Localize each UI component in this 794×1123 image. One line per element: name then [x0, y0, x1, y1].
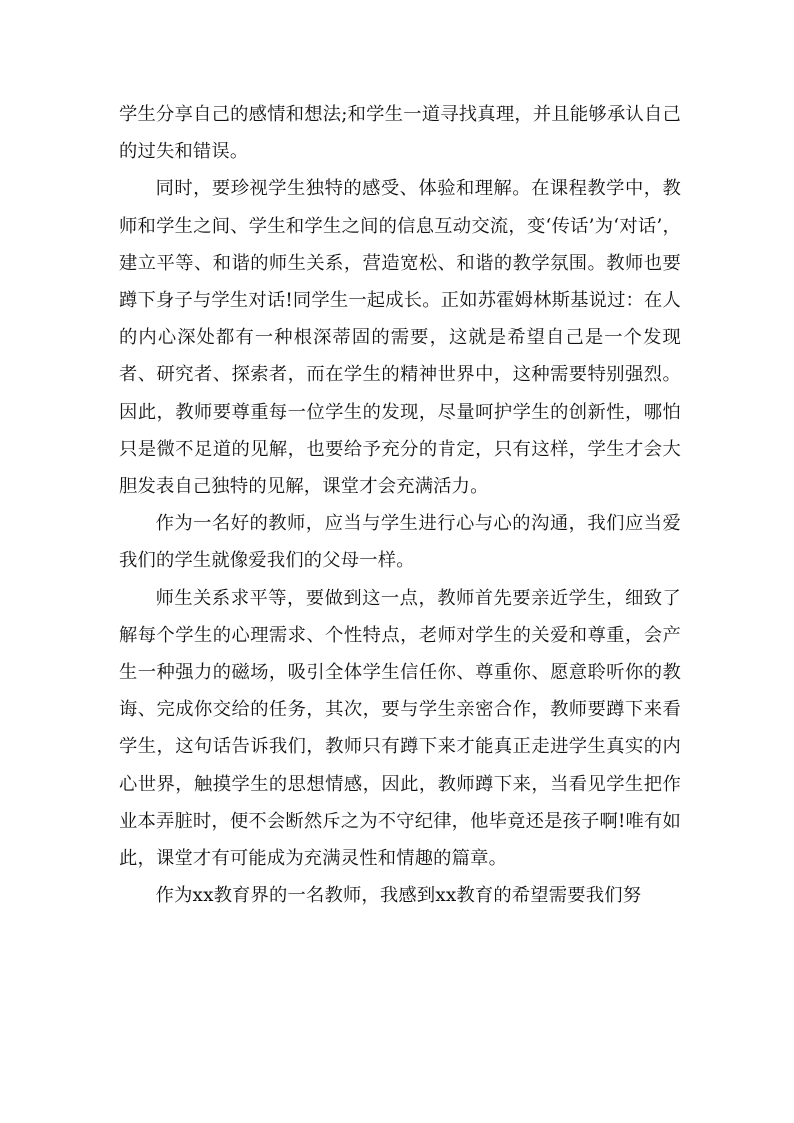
paragraph-2: 同时，要珍视学生独特的感受、体验和理解。在课程教学中，教师和学生之间、学生和学生之间的信息互动交流，变‘传话’为‘对话’，建立平等、和谐的师生关系，营造宽松、和谐的教学氛围。教师也要蹲下身子与学生对话!同学生一起成长。正如苏霍姆林斯基说过：在人的内心深处都有一种根深蒂固的需要，这就是希望自己是一个发现者、研究者、探索者，而在学生的精神世界中，这种需要特别强烈。因此，教师要尊重每一位学生的发现，尽量呵护学生的创新性，哪怕只是微不足道的见解，也要给予充分的肯定，只有这样，学生才会大胆发表自己独特的见解，课堂才会充满活力。	[119, 178, 681, 498]
paragraph-5: 作为xx教育界的一名教师，我感到xx教育的希望需要我们努	[155, 885, 642, 907]
paragraph-3: 作为一名好的教师，应当与学生进行心与心的沟通，我们应当爱我们的学生就像爱我们的父母一样。	[119, 513, 681, 572]
paragraph-1: 学生分享自己的感情和想法;和学生一道寻找真理，并且能够承认自己的过失和错误。	[119, 104, 681, 163]
paragraph-4: 师生关系求平等，要做到这一点，教师首先要亲近学生，细致了解每个学生的心理需求、个性特点，老师对学生的关爱和尊重，会产生一种强力的磁场，吸引全体学生信任你、尊重你、愿意聆听你的教诲、完成你交给的任务，其次，要与学生亲密合作，教师要蹲下来看学生，这句话告诉我们，教师只有蹲下来才能真正走进学生真实的内心世界，触摸学生的思想情感，因此，教师蹲下来，当看见学生把作业本弄脏时，便不会断然斥之为不守纪律，他毕竟还是孩子啊!唯有如此，课堂才有可能成为充满灵性和情趣的篇章。	[119, 587, 681, 870]
document-body	[119, 96, 681, 914]
